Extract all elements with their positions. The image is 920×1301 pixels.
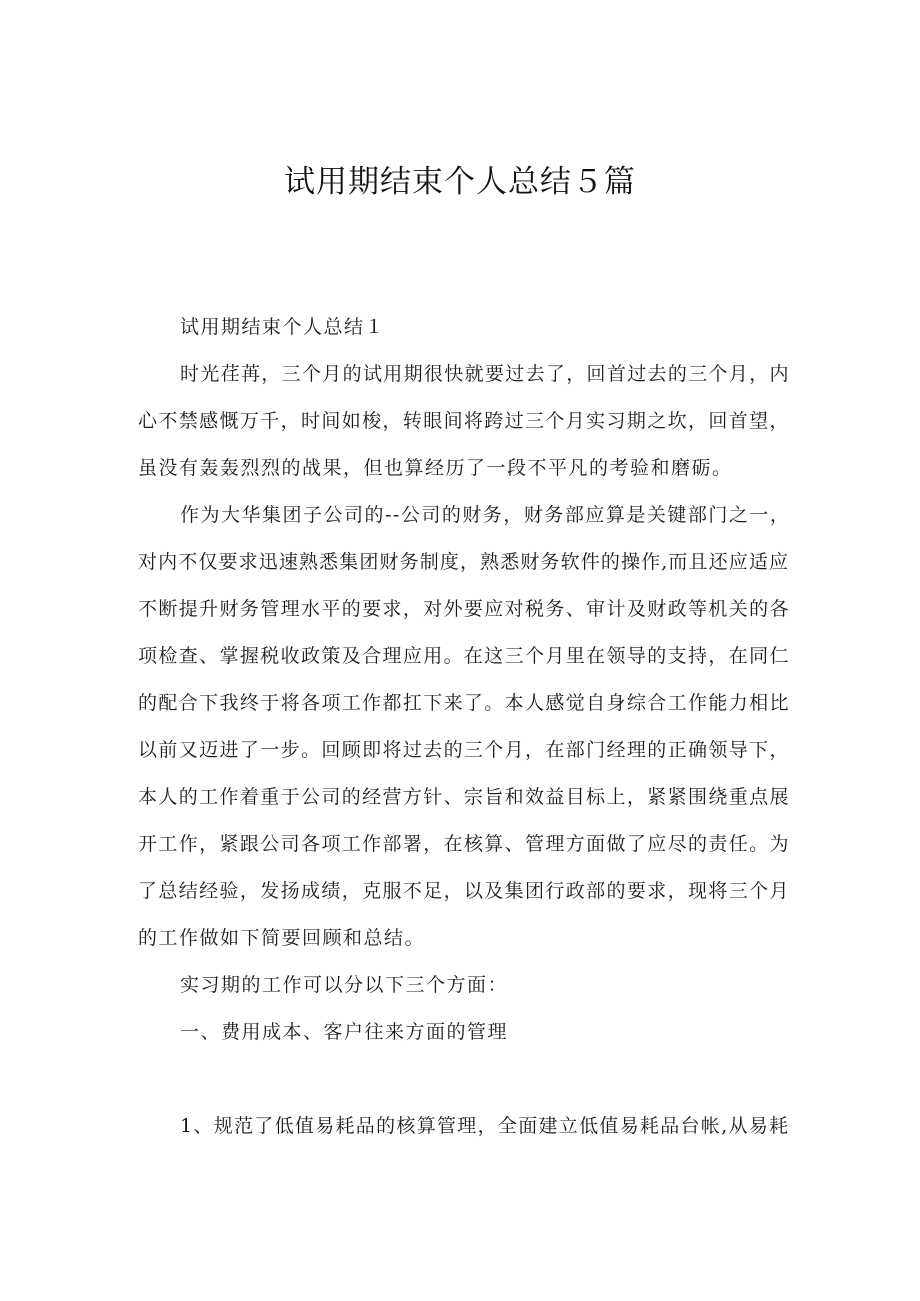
paragraph-2-line-5: 的配合下我终于将各项工作都扛下来了。本人感觉自身综合工作能力相比 [138, 692, 790, 714]
paragraph-1-line-2: 心不禁感慨万千，时间如梭，转眼间将跨过三个月实习期之坎，回首望， [138, 410, 790, 432]
item-1-line-1: 1、规范了低值易耗品的核算管理，全面建立低值易耗品台帐,从易耗 [180, 1115, 790, 1137]
document-title: 试用期结束个人总结５篇 [284, 164, 636, 200]
paragraph-2-line-8: 开工作，紧跟公司各项工作部署，在核算、管理方面做了应尽的责任。为 [138, 833, 790, 855]
paragraph-1-line-3: 虽没有轰轰烈烈的战果，但也算经历了一段不平凡的考验和磨砺。 [138, 457, 733, 479]
paragraph-2-line-3: 不断提升财务管理水平的要求，对外要应对税务、审计及财政等机关的各 [138, 598, 790, 620]
paragraph-2-line-6: 以前又迈进了一步。回顾即将过去的三个月，在部门经理的正确领导下， [138, 739, 790, 761]
sub-heading-1: 一、费用成本、客户往来方面的管理 [180, 1021, 509, 1043]
paragraph-2-line-2: 对内不仅要求迅速熟悉集团财务制度，熟悉财务软件的操作,而且还应适应 [138, 551, 790, 573]
paragraph-1-line-1: 时光荏苒，三个月的试用期很快就要过去了，回首过去的三个月，内 [180, 363, 790, 385]
paragraph-2-line-4: 项检查、掌握税收政策及合理应用。在这三个月里在领导的支持，在同仁 [138, 645, 790, 667]
paragraph-2-line-7: 本人的工作着重于公司的经营方针、宗旨和效益目标上，紧紧围绕重点展 [138, 786, 790, 808]
intro-line: 实习期的工作可以分以下三个方面： [180, 974, 509, 996]
paragraph-2-line-9: 了总结经验，发扬成绩，克服不足，以及集团行政部的要求，现将三个月 [138, 880, 790, 902]
paragraph-2-line-1: 作为大华集团子公司的--公司的财务，财务部应算是关键部门之一， [180, 504, 791, 526]
section-heading: 试用期结束个人总结１ [180, 316, 386, 338]
paragraph-2-line-10: 的工作做如下简要回顾和总结。 [138, 927, 426, 949]
